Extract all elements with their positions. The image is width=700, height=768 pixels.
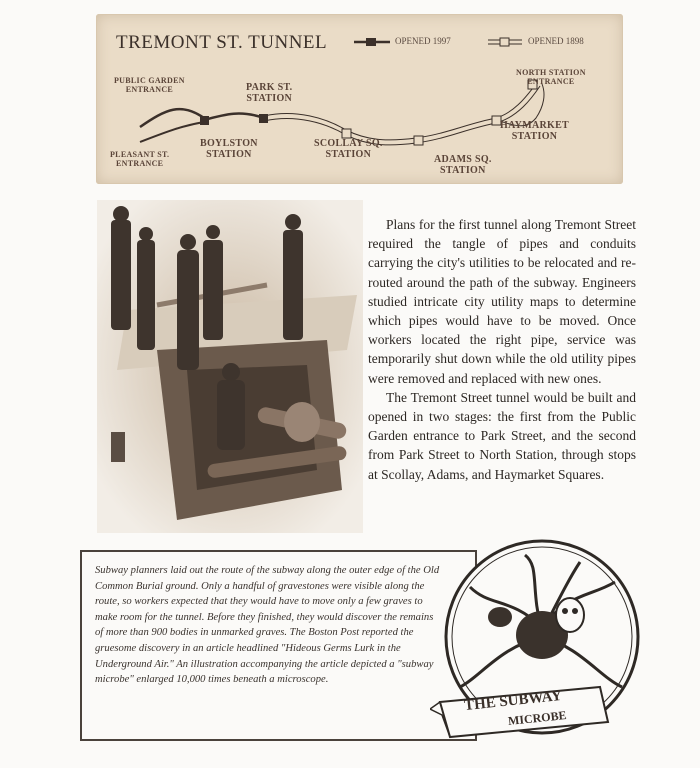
sidebar-text: Subway planners laid out the route of the subway along the outer edge of the Old Common Burial ground. Only a handful of gravestones were visible along the route, so workers expected that they would have to move only a few graves to make room for the tunnel. Before they finished, they would discover the remains of more than 900 bodies in unmarked graves. The Boston Post reported the gruesome discovery in an article headlined "Hideous Germs Lurk in the Underground Air." An illustration accompanying the article depicted a "subway microbe" enlarged 10,000 times beneath a microscope. xyxy=(95,565,440,686)
tunnel-map xyxy=(96,14,623,184)
banner-line-2: MICROBE xyxy=(507,707,568,729)
paragraph-stages: The Tremont Street tunnel would be built and opened in two stages: the first from the Public Garden entrance to Park Street, and the second from Park Street to North Station, through stops at Scollay, Adams, and Haymarket Squares. xyxy=(368,389,636,482)
station-public-garden: PUBLIC GARDEN ENTRANCE xyxy=(114,76,185,94)
legend-1997-label: OPENED 1997 xyxy=(395,36,451,46)
subway-microbe-illustration xyxy=(430,537,648,752)
station-haymarket: HAYMARKET STATION xyxy=(500,120,570,142)
station-north-station: NORTH STATION ENTRANCE xyxy=(516,68,586,86)
station-adams: ADAMS SQ. STATION xyxy=(434,154,492,176)
excavation-image xyxy=(97,200,363,533)
station-park-st: PARK ST. STATION xyxy=(246,82,293,104)
sidebar-box xyxy=(80,550,477,741)
legend-1898-label: OPENED 1898 xyxy=(528,36,584,46)
article-body xyxy=(368,215,636,484)
map-title: TREMONT ST. TUNNEL xyxy=(116,32,328,53)
paragraph-utilities: Plans for the first tunnel along Tremont Street required the tangle of pipes and conduits carrying the city's utilities to be relocated and re-routed around the path of the subway. Engineers studied intricate city utility maps to determine which pipes would have to be moved. Once workers located the right pipe, service was temporarily shut down while the old utility pipes were removed and replaced with new ones. xyxy=(368,217,636,386)
station-pleasant-st: PLEASANT ST. ENTRANCE xyxy=(110,150,170,168)
banner-line-1: THE SUBWAY xyxy=(463,687,563,715)
workers-excavation-photo xyxy=(97,200,363,533)
station-scollay: SCOLLAY SQ. STATION xyxy=(314,138,383,160)
station-boylston: BOYLSTON STATION xyxy=(200,138,258,160)
